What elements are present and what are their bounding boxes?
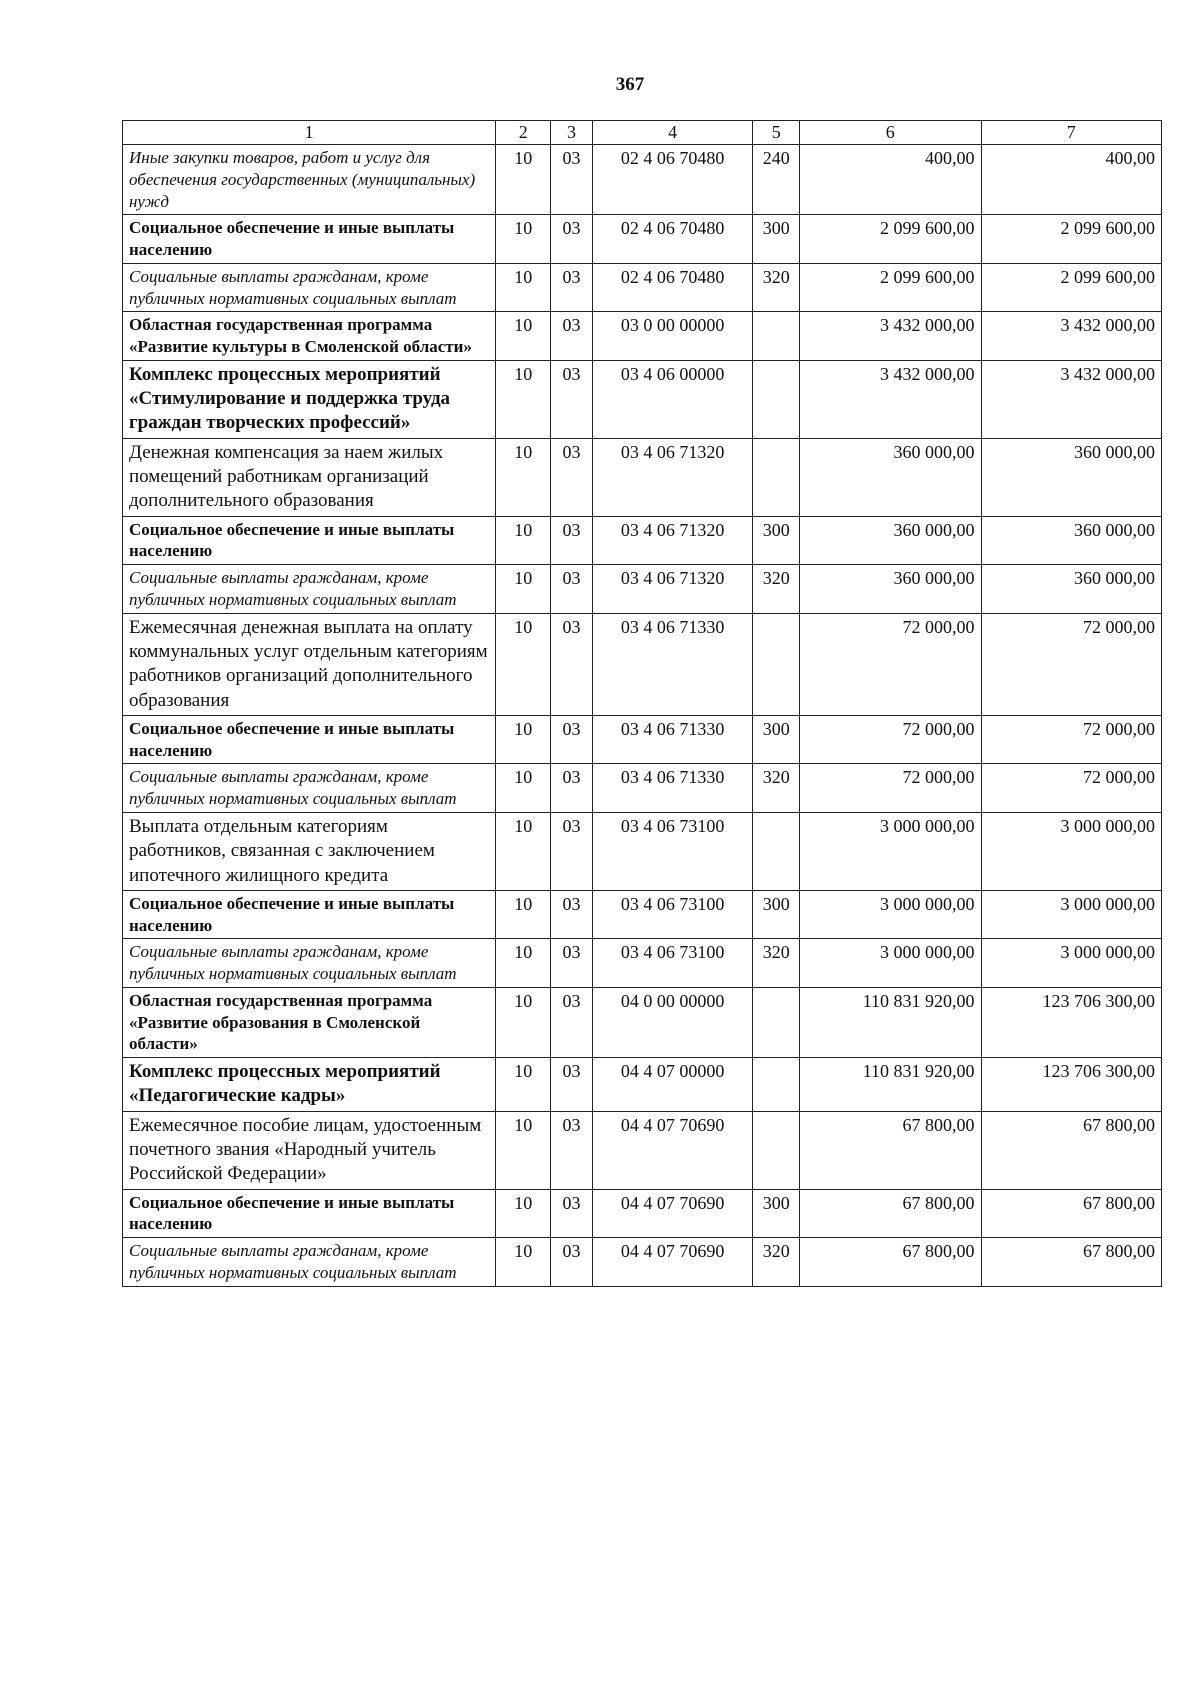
header-cell: 7 bbox=[981, 121, 1161, 145]
target-article-cell: 04 0 00 00000 bbox=[592, 987, 753, 1057]
section-cell: 10 bbox=[496, 987, 551, 1057]
name-cell: Областная государственная программа «Развитие культуры в Смоленской области» bbox=[123, 312, 496, 361]
table-row bbox=[123, 1238, 1162, 1287]
target-article-cell: 03 0 00 00000 bbox=[592, 312, 753, 361]
amount-year1-cell: 72 000,00 bbox=[800, 715, 981, 764]
header-row bbox=[123, 121, 1162, 145]
amount-year2-cell: 123 706 300,00 bbox=[981, 1058, 1161, 1112]
subsection-cell: 03 bbox=[551, 360, 592, 438]
section-cell: 10 bbox=[496, 613, 551, 715]
section-cell: 10 bbox=[496, 312, 551, 361]
table-row bbox=[123, 1189, 1162, 1238]
name-cell: Комплекс процессных мероприятий «Стимулирование и поддержка труда граждан творческих профессий» bbox=[123, 360, 496, 438]
name-cell: Комплекс процессных мероприятий «Педагогические кадры» bbox=[123, 1058, 496, 1112]
amount-year1-cell: 360 000,00 bbox=[800, 438, 981, 516]
expense-type-cell bbox=[753, 1058, 800, 1112]
header-cell: 3 bbox=[551, 121, 592, 145]
amount-year2-cell: 3 432 000,00 bbox=[981, 360, 1161, 438]
amount-year1-cell: 400,00 bbox=[800, 145, 981, 215]
target-article-cell: 03 4 06 71320 bbox=[592, 565, 753, 614]
table-row bbox=[123, 360, 1162, 438]
page-number: 367 bbox=[615, 74, 645, 95]
table-row bbox=[123, 312, 1162, 361]
expense-type-cell bbox=[753, 1111, 800, 1189]
amount-year1-cell: 3 000 000,00 bbox=[800, 939, 981, 988]
table-row bbox=[123, 613, 1162, 715]
section-cell: 10 bbox=[496, 1058, 551, 1112]
expense-type-cell: 300 bbox=[753, 715, 800, 764]
expense-type-cell: 300 bbox=[753, 516, 800, 565]
name-cell: Социальные выплаты гражданам, кроме публичных нормативных социальных выплат bbox=[123, 565, 496, 614]
subsection-cell: 03 bbox=[551, 890, 592, 939]
amount-year2-cell: 3 432 000,00 bbox=[981, 312, 1161, 361]
table-row bbox=[123, 1058, 1162, 1112]
target-article-cell: 03 4 06 73100 bbox=[592, 939, 753, 988]
expense-type-cell: 320 bbox=[753, 1238, 800, 1287]
expense-type-cell bbox=[753, 812, 800, 890]
name-cell: Ежемесячное пособие лицам, удостоенным почетного звания «Народный учитель Российской Федерации» bbox=[123, 1111, 496, 1189]
amount-year2-cell: 67 800,00 bbox=[981, 1111, 1161, 1189]
expense-type-cell: 300 bbox=[753, 890, 800, 939]
target-article-cell: 03 4 06 71320 bbox=[592, 516, 753, 565]
table-body bbox=[123, 145, 1162, 1287]
subsection-cell: 03 bbox=[551, 312, 592, 361]
table-row bbox=[123, 145, 1162, 215]
subsection-cell: 03 bbox=[551, 145, 592, 215]
name-cell: Социальные выплаты гражданам, кроме публичных нормативных социальных выплат bbox=[123, 263, 496, 312]
section-cell: 10 bbox=[496, 215, 551, 264]
subsection-cell: 03 bbox=[551, 987, 592, 1057]
amount-year2-cell: 2 099 600,00 bbox=[981, 215, 1161, 264]
target-article-cell: 03 4 06 00000 bbox=[592, 360, 753, 438]
target-article-cell: 03 4 06 71330 bbox=[592, 715, 753, 764]
name-cell: Социальные выплаты гражданам, кроме публичных нормативных социальных выплат bbox=[123, 939, 496, 988]
name-cell: Ежемесячная денежная выплата на оплату коммунальных услуг отдельным категориям работников организаций дополнительного образования bbox=[123, 613, 496, 715]
target-article-cell: 03 4 06 71320 bbox=[592, 438, 753, 516]
section-cell: 10 bbox=[496, 1111, 551, 1189]
target-article-cell: 03 4 06 71330 bbox=[592, 613, 753, 715]
name-cell: Социальное обеспечение и иные выплаты населению bbox=[123, 215, 496, 264]
target-article-cell: 02 4 06 70480 bbox=[592, 215, 753, 264]
table-header bbox=[123, 121, 1162, 145]
expense-type-cell bbox=[753, 360, 800, 438]
amount-year1-cell: 72 000,00 bbox=[800, 613, 981, 715]
subsection-cell: 03 bbox=[551, 263, 592, 312]
name-cell: Иные закупки товаров, работ и услуг для обеспечения государственных (муниципальных) нужд bbox=[123, 145, 496, 215]
amount-year1-cell: 110 831 920,00 bbox=[800, 1058, 981, 1112]
target-article-cell: 02 4 06 70480 bbox=[592, 145, 753, 215]
header-cell: 4 bbox=[592, 121, 753, 145]
amount-year1-cell: 3 432 000,00 bbox=[800, 312, 981, 361]
target-article-cell: 03 4 06 73100 bbox=[592, 812, 753, 890]
amount-year2-cell: 3 000 000,00 bbox=[981, 939, 1161, 988]
amount-year2-cell: 360 000,00 bbox=[981, 438, 1161, 516]
name-cell: Областная государственная программа «Развитие образования в Смоленской области» bbox=[123, 987, 496, 1057]
amount-year1-cell: 67 800,00 bbox=[800, 1238, 981, 1287]
amount-year2-cell: 360 000,00 bbox=[981, 516, 1161, 565]
target-article-cell: 04 4 07 70690 bbox=[592, 1111, 753, 1189]
section-cell: 10 bbox=[496, 764, 551, 813]
section-cell: 10 bbox=[496, 1189, 551, 1238]
amount-year2-cell: 72 000,00 bbox=[981, 764, 1161, 813]
expense-type-cell: 240 bbox=[753, 145, 800, 215]
expense-type-cell: 320 bbox=[753, 263, 800, 312]
amount-year2-cell: 2 099 600,00 bbox=[981, 263, 1161, 312]
expense-type-cell bbox=[753, 613, 800, 715]
subsection-cell: 03 bbox=[551, 764, 592, 813]
section-cell: 10 bbox=[496, 145, 551, 215]
name-cell: Выплата отдельным категориям работников, связанная с заключением ипотечного жилищного кредита bbox=[123, 812, 496, 890]
target-article-cell: 04 4 07 70690 bbox=[592, 1238, 753, 1287]
amount-year2-cell: 3 000 000,00 bbox=[981, 812, 1161, 890]
subsection-cell: 03 bbox=[551, 812, 592, 890]
subsection-cell: 03 bbox=[551, 1238, 592, 1287]
amount-year1-cell: 67 800,00 bbox=[800, 1189, 981, 1238]
amount-year1-cell: 360 000,00 bbox=[800, 565, 981, 614]
amount-year2-cell: 72 000,00 bbox=[981, 715, 1161, 764]
amount-year2-cell: 3 000 000,00 bbox=[981, 890, 1161, 939]
expense-type-cell: 320 bbox=[753, 565, 800, 614]
subsection-cell: 03 bbox=[551, 939, 592, 988]
section-cell: 10 bbox=[496, 715, 551, 764]
table-row bbox=[123, 715, 1162, 764]
name-cell: Социальное обеспечение и иные выплаты населению bbox=[123, 715, 496, 764]
section-cell: 10 bbox=[496, 890, 551, 939]
table-row bbox=[123, 764, 1162, 813]
expense-type-cell bbox=[753, 438, 800, 516]
amount-year2-cell: 400,00 bbox=[981, 145, 1161, 215]
amount-year2-cell: 67 800,00 bbox=[981, 1189, 1161, 1238]
name-cell: Социальное обеспечение и иные выплаты населению bbox=[123, 516, 496, 565]
header-cell: 6 bbox=[800, 121, 981, 145]
section-cell: 10 bbox=[496, 516, 551, 565]
subsection-cell: 03 bbox=[551, 1189, 592, 1238]
section-cell: 10 bbox=[496, 812, 551, 890]
amount-year1-cell: 3 000 000,00 bbox=[800, 812, 981, 890]
table-row bbox=[123, 565, 1162, 614]
name-cell: Социальные выплаты гражданам, кроме публичных нормативных социальных выплат bbox=[123, 764, 496, 813]
subsection-cell: 03 bbox=[551, 715, 592, 764]
table-row bbox=[123, 939, 1162, 988]
expense-type-cell bbox=[753, 312, 800, 361]
table-row bbox=[123, 812, 1162, 890]
table-row bbox=[123, 516, 1162, 565]
amount-year1-cell: 3 000 000,00 bbox=[800, 890, 981, 939]
name-cell: Денежная компенсация за наем жилых помещений работникам организаций дополнительного образования bbox=[123, 438, 496, 516]
header-cell: 2 bbox=[496, 121, 551, 145]
table-row bbox=[123, 987, 1162, 1057]
amount-year2-cell: 360 000,00 bbox=[981, 565, 1161, 614]
expense-type-cell: 300 bbox=[753, 1189, 800, 1238]
table-row bbox=[123, 263, 1162, 312]
target-article-cell: 04 4 07 70690 bbox=[592, 1189, 753, 1238]
table-row bbox=[123, 215, 1162, 264]
amount-year2-cell: 67 800,00 bbox=[981, 1238, 1161, 1287]
subsection-cell: 03 bbox=[551, 516, 592, 565]
table-row bbox=[123, 438, 1162, 516]
section-cell: 10 bbox=[496, 939, 551, 988]
expense-type-cell bbox=[753, 987, 800, 1057]
amount-year2-cell: 123 706 300,00 bbox=[981, 987, 1161, 1057]
name-cell: Социальное обеспечение и иные выплаты населению bbox=[123, 1189, 496, 1238]
target-article-cell: 02 4 06 70480 bbox=[592, 263, 753, 312]
target-article-cell: 03 4 06 73100 bbox=[592, 890, 753, 939]
amount-year1-cell: 67 800,00 bbox=[800, 1111, 981, 1189]
expense-type-cell: 300 bbox=[753, 215, 800, 264]
section-cell: 10 bbox=[496, 565, 551, 614]
subsection-cell: 03 bbox=[551, 438, 592, 516]
header-cell: 1 bbox=[123, 121, 496, 145]
table-row bbox=[123, 890, 1162, 939]
budget-table bbox=[122, 120, 1162, 1287]
subsection-cell: 03 bbox=[551, 1058, 592, 1112]
amount-year1-cell: 3 432 000,00 bbox=[800, 360, 981, 438]
target-article-cell: 04 4 07 00000 bbox=[592, 1058, 753, 1112]
amount-year1-cell: 110 831 920,00 bbox=[800, 987, 981, 1057]
subsection-cell: 03 bbox=[551, 613, 592, 715]
section-cell: 10 bbox=[496, 360, 551, 438]
amount-year1-cell: 72 000,00 bbox=[800, 764, 981, 813]
amount-year2-cell: 72 000,00 bbox=[981, 613, 1161, 715]
section-cell: 10 bbox=[496, 438, 551, 516]
amount-year1-cell: 2 099 600,00 bbox=[800, 263, 981, 312]
name-cell: Социальное обеспечение и иные выплаты населению bbox=[123, 890, 496, 939]
subsection-cell: 03 bbox=[551, 1111, 592, 1189]
expense-type-cell: 320 bbox=[753, 764, 800, 813]
subsection-cell: 03 bbox=[551, 565, 592, 614]
amount-year1-cell: 2 099 600,00 bbox=[800, 215, 981, 264]
section-cell: 10 bbox=[496, 263, 551, 312]
table-row bbox=[123, 1111, 1162, 1189]
name-cell: Социальные выплаты гражданам, кроме публичных нормативных социальных выплат bbox=[123, 1238, 496, 1287]
section-cell: 10 bbox=[496, 1238, 551, 1287]
target-article-cell: 03 4 06 71330 bbox=[592, 764, 753, 813]
subsection-cell: 03 bbox=[551, 215, 592, 264]
expense-type-cell: 320 bbox=[753, 939, 800, 988]
header-cell: 5 bbox=[753, 121, 800, 145]
amount-year1-cell: 360 000,00 bbox=[800, 516, 981, 565]
